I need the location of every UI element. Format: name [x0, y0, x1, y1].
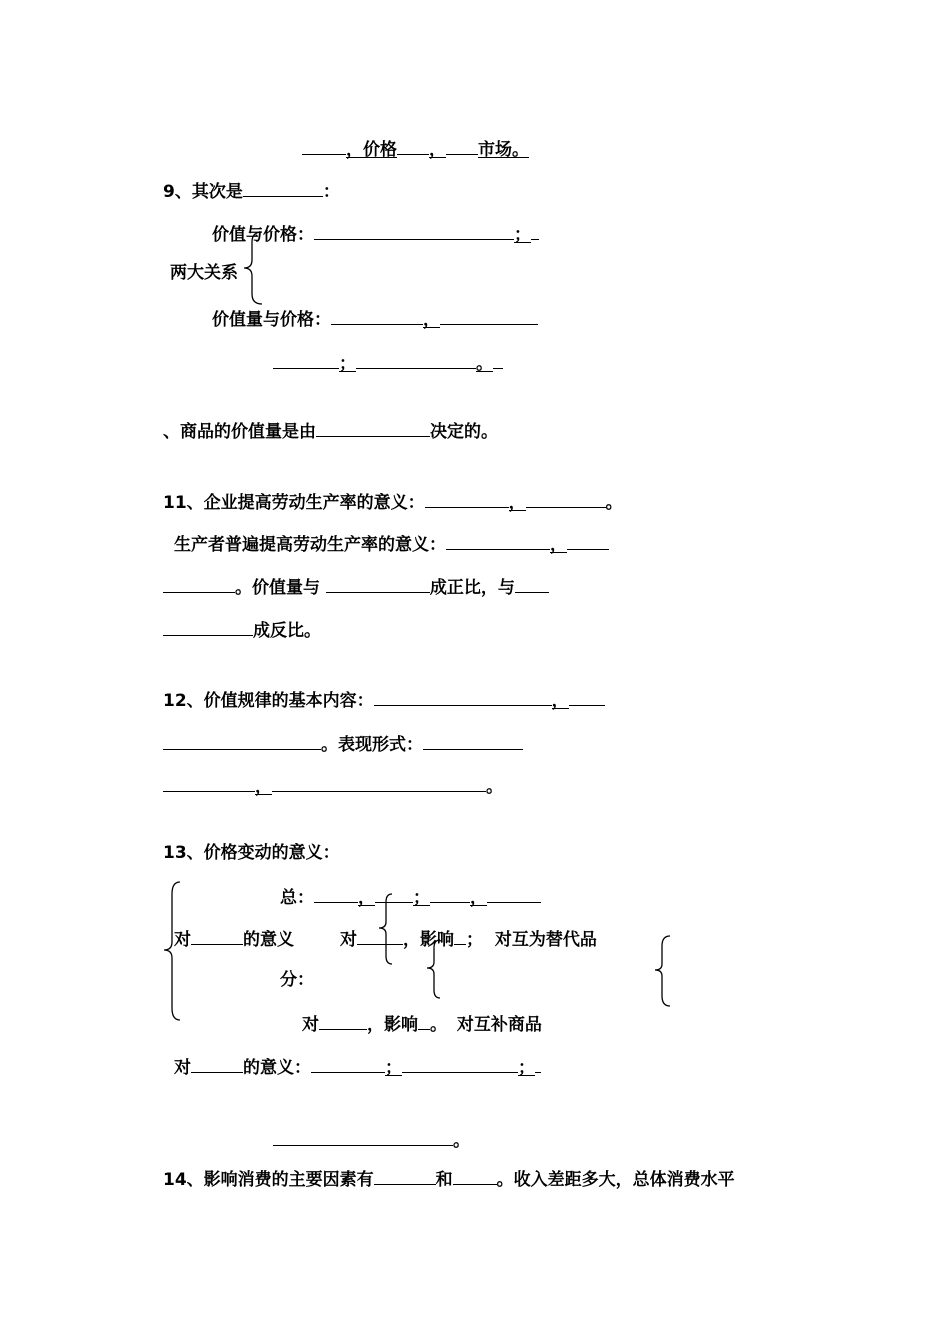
text: 。价值量与	[235, 578, 320, 598]
text: ；	[339, 354, 356, 374]
q12-line	[163, 687, 605, 712]
q9-line	[163, 178, 340, 203]
text: 对	[174, 1058, 191, 1078]
q13-part-label	[280, 969, 314, 991]
value-quantity-price-line	[212, 306, 538, 331]
text: 对互补商品	[456, 1015, 542, 1035]
text: 对	[302, 1015, 319, 1035]
text: ：	[322, 182, 340, 202]
text: 的意义	[243, 930, 294, 950]
value-quantity-price-line-2	[273, 350, 503, 375]
text: 。	[486, 777, 503, 797]
blank	[397, 136, 429, 155]
blank	[569, 687, 605, 706]
q13-last-line	[273, 1127, 470, 1152]
q12-line-3	[163, 773, 503, 798]
blank	[316, 418, 430, 437]
text: 生产者普遍提高劳动生产率的意义：	[174, 535, 446, 555]
text: 两大关系	[170, 263, 238, 283]
text: ；	[413, 888, 430, 908]
text: ；	[518, 1058, 535, 1078]
blank	[314, 884, 358, 903]
blank	[163, 731, 321, 750]
text: ；	[466, 930, 483, 950]
q13-complement-line	[302, 1011, 542, 1036]
text: 的意义：	[243, 1058, 311, 1078]
blank	[243, 178, 323, 197]
text: ；	[514, 225, 531, 245]
blank	[272, 773, 486, 792]
text: 市场。	[478, 140, 529, 160]
text: 决定的。	[430, 422, 498, 442]
text: ，	[470, 888, 487, 908]
blank	[374, 687, 552, 706]
blank	[326, 574, 430, 593]
blank	[446, 531, 550, 550]
blank	[402, 1054, 518, 1073]
blank	[302, 136, 346, 155]
blank	[356, 350, 476, 369]
text: 价值与价格：	[212, 225, 314, 245]
text: ，价格	[346, 140, 397, 160]
q11-line	[163, 489, 623, 514]
text: 和	[435, 1170, 453, 1190]
blank	[418, 1011, 430, 1030]
q12-line-2	[163, 731, 523, 756]
text: ；	[385, 1058, 402, 1078]
blank	[273, 1127, 453, 1146]
text: 、商品的价值量是由	[163, 422, 316, 442]
text: 分：	[280, 970, 314, 990]
blank	[163, 773, 255, 792]
blank	[531, 221, 539, 240]
blank	[567, 531, 609, 550]
text: 对	[174, 930, 191, 950]
blank	[314, 221, 514, 240]
blank	[357, 926, 403, 945]
blank	[446, 136, 478, 155]
text: 对	[340, 930, 357, 950]
text: 13、价格变动的意义：	[163, 843, 340, 863]
blank	[453, 1166, 497, 1185]
text: 。表现形式：	[321, 735, 423, 755]
blank	[331, 306, 423, 325]
text: 。	[476, 354, 493, 374]
brace-q13-right	[652, 934, 674, 1010]
text: 14、影响消费的主要因素有	[163, 1170, 374, 1190]
text: 。	[430, 1015, 447, 1035]
text: 。	[605, 493, 623, 513]
blank	[430, 884, 470, 903]
text: 总：	[280, 888, 314, 908]
text: ，	[429, 140, 446, 160]
blank	[440, 306, 538, 325]
brace-q13-inner	[424, 938, 444, 1002]
brace-two-relations	[240, 230, 270, 306]
q10-line	[163, 418, 498, 443]
text: ，	[550, 535, 567, 555]
text: 价值量与价格：	[212, 310, 331, 330]
text: 12、价值规律的基本内容：	[163, 691, 374, 711]
blank	[487, 884, 541, 903]
text: 。	[453, 1131, 470, 1151]
q13-meaning-line	[174, 926, 294, 951]
text: 。收入差距多大，总体消费水平	[496, 1170, 735, 1190]
text: ，	[508, 493, 526, 513]
blank	[374, 1166, 436, 1185]
blank	[191, 926, 243, 945]
blank	[535, 1054, 541, 1073]
q11-line-3	[163, 574, 549, 599]
text: ，	[358, 888, 375, 908]
text: ，	[423, 310, 440, 330]
blank	[423, 731, 523, 750]
line-market	[302, 136, 529, 161]
q13-total-line	[280, 884, 541, 909]
blank	[163, 617, 253, 636]
blank	[163, 574, 235, 593]
text: 11、企业提高劳动生产率的意义：	[163, 493, 425, 513]
q9-label: 9、其次是	[163, 182, 243, 202]
text: ，影响	[403, 930, 454, 950]
text: ，	[551, 691, 569, 711]
blank	[319, 1011, 367, 1030]
q13-meaning-2-line	[174, 1054, 541, 1079]
q13-substitute-line	[340, 926, 597, 951]
text: ，	[255, 777, 272, 797]
blank	[425, 489, 509, 508]
blank	[311, 1054, 385, 1073]
blank	[454, 926, 466, 945]
two-relations-label	[170, 262, 238, 284]
q13-title	[163, 842, 340, 864]
q11-line-2	[174, 531, 609, 556]
text: 成正比，与	[429, 578, 515, 598]
brace-q13-outer	[160, 880, 184, 1024]
blank	[526, 489, 606, 508]
blank	[515, 574, 549, 593]
blank	[493, 350, 503, 369]
text: 对互为替代品	[494, 930, 597, 950]
text: ，影响	[367, 1015, 418, 1035]
blank	[273, 350, 339, 369]
blank	[191, 1054, 243, 1073]
q11-line-4	[163, 617, 321, 642]
text: 成反比。	[253, 621, 321, 641]
q14-line	[163, 1166, 735, 1191]
